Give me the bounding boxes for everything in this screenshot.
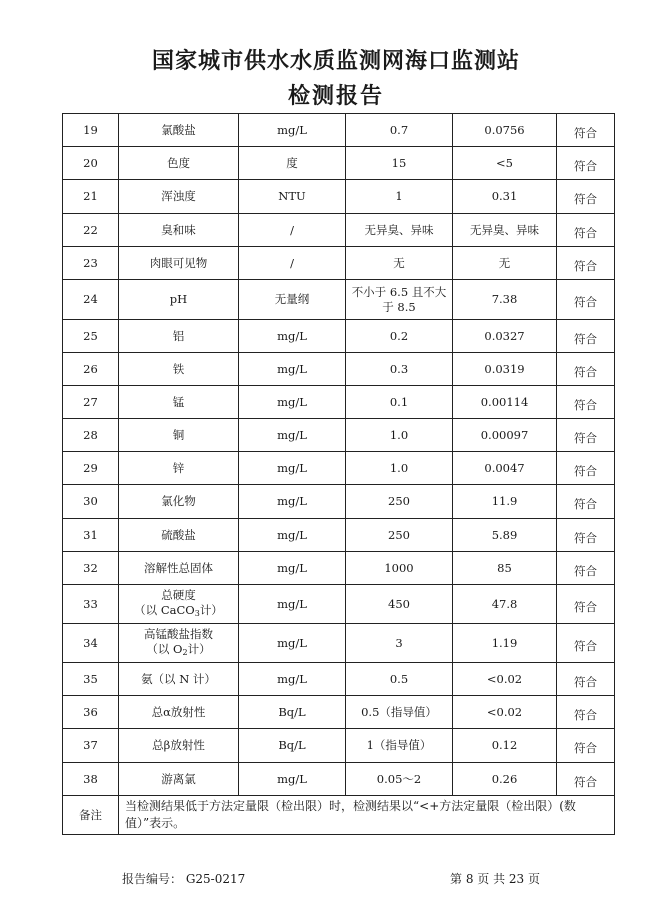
notes-label: 备注 — [63, 796, 119, 835]
cell-limit: 1000 — [346, 552, 453, 585]
cell-item: 臭和味 — [119, 214, 239, 247]
cell-verdict: 符合 — [557, 519, 615, 552]
cell-result: 0.0047 — [453, 452, 557, 485]
cell-verdict: 符合 — [557, 214, 615, 247]
report-number: 报告编号： G25-0217 — [122, 872, 246, 886]
cell-unit: mg/L — [239, 519, 346, 552]
notes-row — [63, 796, 615, 835]
cell-limit: 450 — [346, 585, 453, 624]
table-row — [63, 485, 615, 519]
cell-item — [119, 585, 239, 624]
cell-item: 总β放射性 — [119, 729, 239, 763]
cell-item: 铜 — [119, 419, 239, 452]
page-indicator: 第 8 页 共 23 页 — [450, 872, 540, 886]
cell-no: 34 — [63, 624, 119, 663]
cell-limit: 无 — [346, 247, 453, 280]
table-row — [63, 214, 615, 247]
cell-unit: NTU — [239, 180, 346, 214]
cell-verdict: 符合 — [557, 585, 615, 624]
cell-result: 0.00097 — [453, 419, 557, 452]
cell-unit: mg/L — [239, 320, 346, 353]
cell-item: 氯化物 — [119, 485, 239, 519]
notes-text: 当检测结果低于方法定量限（检出限）时，检测结果以“<+方法定量限（检出限）(数值）”表示。 — [119, 796, 615, 835]
cell-item: 游离氯 — [119, 763, 239, 796]
cell-limit: 3 — [346, 624, 453, 663]
cell-unit: mg/L — [239, 452, 346, 485]
cell-limit: 0.2 — [346, 320, 453, 353]
table-row — [63, 696, 615, 729]
cell-result: 7.38 — [453, 280, 557, 320]
cell-unit: 度 — [239, 147, 346, 180]
cell-item: 铝 — [119, 320, 239, 353]
cell-verdict: 符合 — [557, 696, 615, 729]
item-name: 高锰酸盐指数 — [144, 626, 213, 641]
cell-verdict: 符合 — [557, 280, 615, 320]
cell-item: 锰 — [119, 386, 239, 419]
cell-unit: mg/L — [239, 585, 346, 624]
table-row — [63, 519, 615, 552]
cell-result: 0.26 — [453, 763, 557, 796]
cell-no: 24 — [63, 280, 119, 320]
cell-unit: mg/L — [239, 419, 346, 452]
cell-verdict: 符合 — [557, 320, 615, 353]
cell-result: 1.19 — [453, 624, 557, 663]
cell-unit: mg/L — [239, 485, 346, 519]
cell-no: 27 — [63, 386, 119, 419]
cell-item: pH — [119, 280, 239, 320]
item-basis: （以 O — [146, 641, 183, 656]
table-row — [63, 763, 615, 796]
cell-verdict: 符合 — [557, 419, 615, 452]
cell-verdict: 符合 — [557, 552, 615, 585]
table-row — [63, 147, 615, 180]
cell-limit: 不小于 6.5 且不大于 8.5 — [346, 280, 453, 320]
cell-item: 硫酸盐 — [119, 519, 239, 552]
cell-limit: 无异臭、异味 — [346, 214, 453, 247]
cell-verdict: 符合 — [557, 147, 615, 180]
cell-item: 锌 — [119, 452, 239, 485]
cell-result: <0.02 — [453, 696, 557, 729]
cell-item: 氯酸盐 — [119, 114, 239, 147]
cell-result: 0.0319 — [453, 353, 557, 386]
cell-result: 0.12 — [453, 729, 557, 763]
cell-verdict: 符合 — [557, 180, 615, 214]
cell-no: 38 — [63, 763, 119, 796]
cell-result: 5.89 — [453, 519, 557, 552]
cell-unit: mg/L — [239, 552, 346, 585]
cell-limit: 15 — [346, 147, 453, 180]
cell-unit: mg/L — [239, 663, 346, 696]
cell-no: 29 — [63, 452, 119, 485]
cell-no: 21 — [63, 180, 119, 214]
cell-verdict: 符合 — [557, 763, 615, 796]
cell-item: 总α放射性 — [119, 696, 239, 729]
item-basis-end: 计） — [187, 641, 211, 656]
cell-result: 47.8 — [453, 585, 557, 624]
cell-limit: 0.3 — [346, 353, 453, 386]
cell-no: 23 — [63, 247, 119, 280]
cell-item: 溶解性总固体 — [119, 552, 239, 585]
cell-limit: 1.0 — [346, 419, 453, 452]
cell-verdict: 符合 — [557, 485, 615, 519]
table-row — [63, 180, 615, 214]
table-row — [63, 247, 615, 280]
table-row — [63, 419, 615, 452]
cell-verdict: 符合 — [557, 663, 615, 696]
cell-limit: 1 — [346, 180, 453, 214]
table-row — [63, 663, 615, 696]
cell-unit: / — [239, 214, 346, 247]
cell-unit: / — [239, 247, 346, 280]
cell-unit: mg/L — [239, 114, 346, 147]
cell-unit: Bq/L — [239, 696, 346, 729]
cell-item — [119, 624, 239, 663]
cell-verdict: 符合 — [557, 247, 615, 280]
cell-unit: mg/L — [239, 624, 346, 663]
item-basis-subscript: 3 — [194, 608, 200, 618]
report-subtitle: 检测报告 — [287, 84, 384, 109]
cell-no: 31 — [63, 519, 119, 552]
cell-unit: mg/L — [239, 353, 346, 386]
cell-verdict: 符合 — [557, 386, 615, 419]
cell-unit: 无量纲 — [239, 280, 346, 320]
cell-limit: 0.5（指导值） — [346, 696, 453, 729]
cell-no: 35 — [63, 663, 119, 696]
cell-item: 肉眼可见物 — [119, 247, 239, 280]
cell-result: 85 — [453, 552, 557, 585]
cell-item: 氨（以 N 计） — [119, 663, 239, 696]
cell-no: 37 — [63, 729, 119, 763]
table-row — [63, 386, 615, 419]
cell-result: 0.31 — [453, 180, 557, 214]
item-basis-end: 计） — [199, 602, 223, 617]
cell-unit: mg/L — [239, 763, 346, 796]
cell-item: 色度 — [119, 147, 239, 180]
cell-item: 铁 — [119, 353, 239, 386]
cell-result: 无异臭、异味 — [453, 214, 557, 247]
cell-no: 33 — [63, 585, 119, 624]
cell-verdict: 符合 — [557, 114, 615, 147]
item-basis-subscript: 2 — [182, 647, 188, 657]
table-row — [63, 353, 615, 386]
cell-unit: Bq/L — [239, 729, 346, 763]
cell-no: 36 — [63, 696, 119, 729]
table-row — [63, 585, 615, 624]
cell-verdict: 符合 — [557, 452, 615, 485]
item-basis: （以 CaCO — [134, 602, 195, 617]
table-row — [63, 320, 615, 353]
table-row — [63, 729, 615, 763]
report-title: 国家城市供水水质监测网海口监测站 — [151, 49, 520, 74]
cell-result: <5 — [453, 147, 557, 180]
cell-result: 0.0756 — [453, 114, 557, 147]
cell-limit: 0.05～2 — [346, 763, 453, 796]
cell-limit: 250 — [346, 519, 453, 552]
cell-no: 20 — [63, 147, 119, 180]
cell-limit: 0.7 — [346, 114, 453, 147]
cell-limit: 0.1 — [346, 386, 453, 419]
cell-no: 26 — [63, 353, 119, 386]
cell-unit: mg/L — [239, 386, 346, 419]
cell-result: 11.9 — [453, 485, 557, 519]
cell-result: <0.02 — [453, 663, 557, 696]
cell-no: 19 — [63, 114, 119, 147]
cell-result: 0.00114 — [453, 386, 557, 419]
table-row — [63, 624, 615, 663]
cell-verdict: 符合 — [557, 729, 615, 763]
cell-no: 30 — [63, 485, 119, 519]
table-row — [63, 280, 615, 320]
cell-verdict: 符合 — [557, 624, 615, 663]
cell-no: 32 — [63, 552, 119, 585]
results-table — [62, 113, 615, 835]
cell-limit: 250 — [346, 485, 453, 519]
cell-result: 0.0327 — [453, 320, 557, 353]
cell-verdict: 符合 — [557, 353, 615, 386]
cell-limit: 0.5 — [346, 663, 453, 696]
cell-no: 28 — [63, 419, 119, 452]
cell-limit: 1.0 — [346, 452, 453, 485]
cell-no: 25 — [63, 320, 119, 353]
item-name: 总硬度 — [161, 587, 196, 602]
cell-result: 无 — [453, 247, 557, 280]
cell-no: 22 — [63, 214, 119, 247]
table-row — [63, 552, 615, 585]
table-row — [63, 114, 615, 147]
cell-limit: 1（指导值） — [346, 729, 453, 763]
cell-item: 浑浊度 — [119, 180, 239, 214]
table-row — [63, 452, 615, 485]
